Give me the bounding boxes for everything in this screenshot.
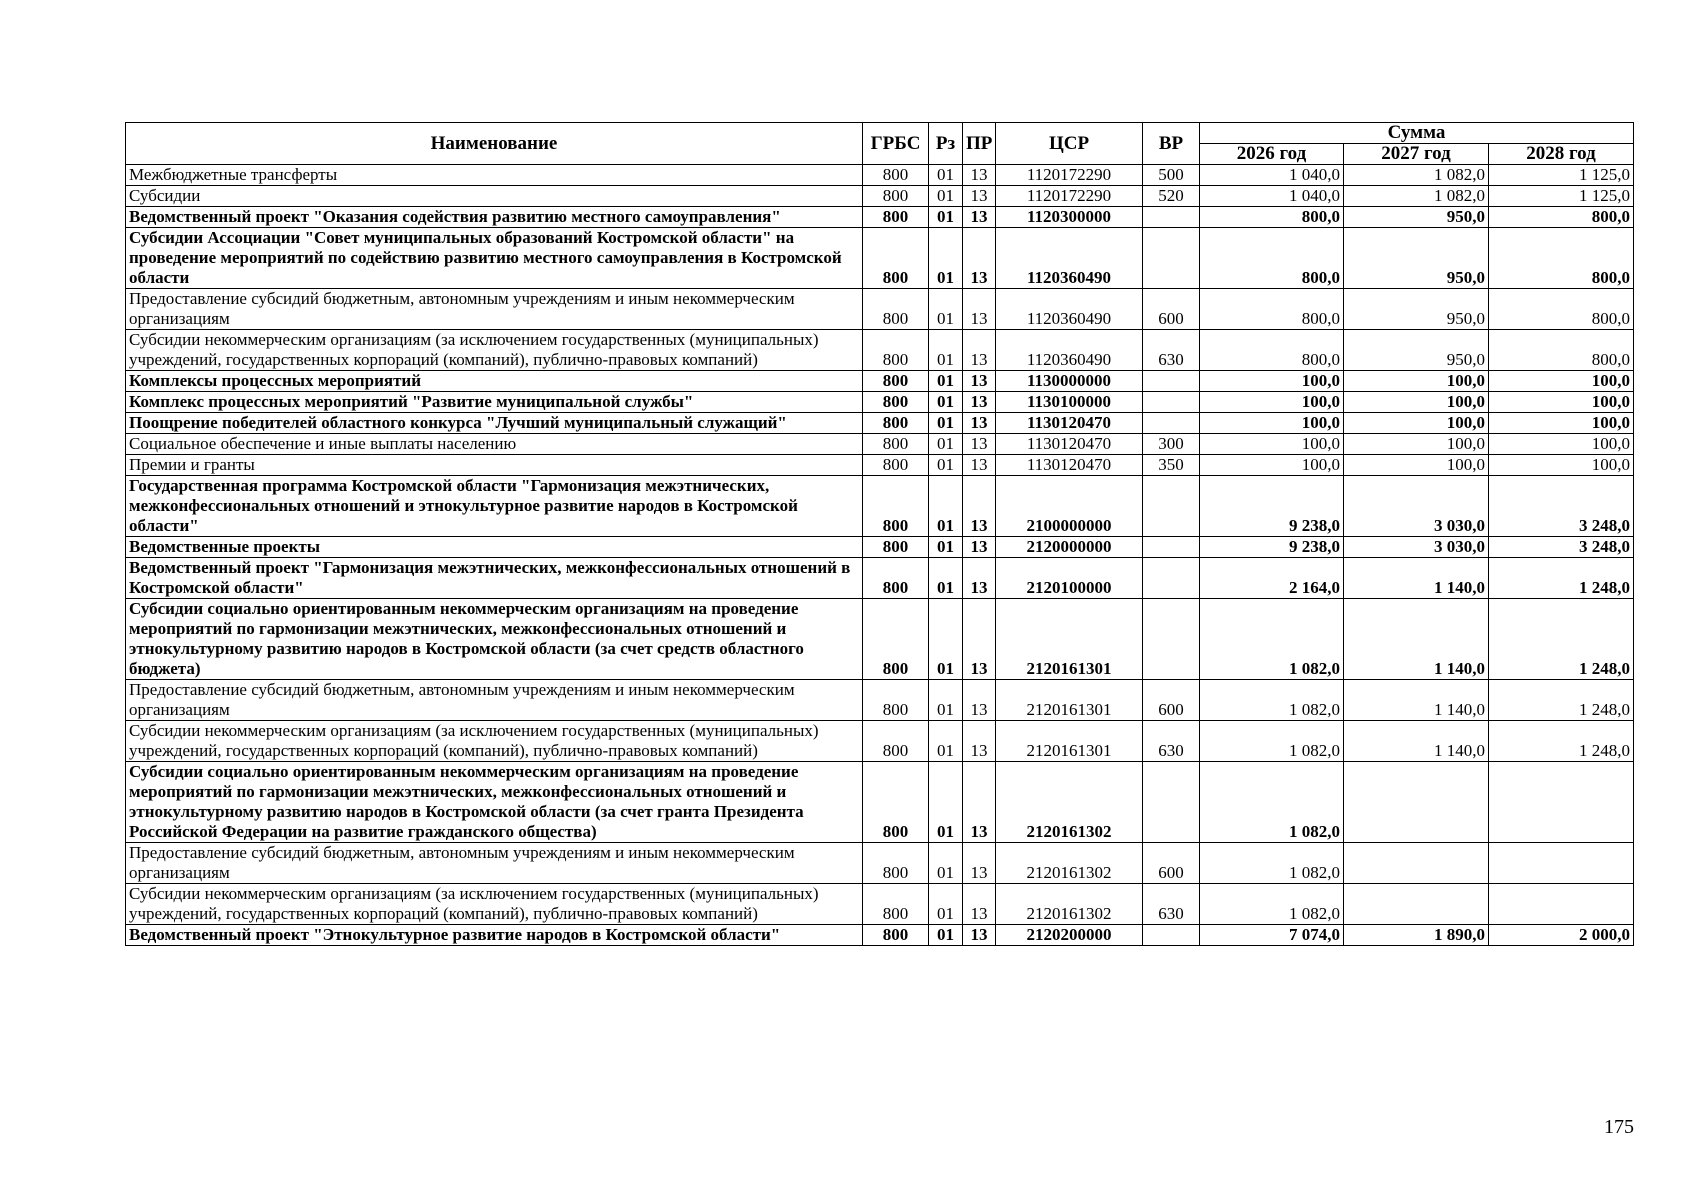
cell-rz: 01 (929, 413, 963, 434)
cell-sum-2028: 800,0 (1489, 228, 1634, 289)
cell-pr: 13 (963, 925, 996, 946)
cell-csr: 1120300000 (996, 207, 1143, 228)
cell-name: Поощрение победителей областного конкурса "Лучший муниципальный служащий" (126, 413, 863, 434)
cell-sum-2027: 1 140,0 (1344, 599, 1489, 680)
cell-sum-2026: 100,0 (1200, 455, 1344, 476)
cell-rz: 01 (929, 537, 963, 558)
cell-rz: 01 (929, 392, 963, 413)
cell-vr (1143, 228, 1200, 289)
cell-name: Субсидии социально ориентированным некоммерческим организациям на проведение мероприятий по гармонизации межэтнических, межконфессиональных отношений и этнокультурному развитию народов в Костромской области (за счет средств областного бюджета) (126, 599, 863, 680)
cell-grbs: 800 (863, 165, 929, 186)
header-pr: ПР (963, 123, 996, 165)
cell-pr: 13 (963, 165, 996, 186)
cell-name: Предоставление субсидий бюджетным, автономным учреждениям и иным некоммерческим организациям (126, 843, 863, 884)
cell-sum-2026: 800,0 (1200, 289, 1344, 330)
header-year-2026: 2026 год (1200, 144, 1344, 165)
table-row (126, 558, 1634, 599)
cell-grbs: 800 (863, 558, 929, 599)
cell-vr: 350 (1143, 455, 1200, 476)
table-row (126, 186, 1634, 207)
cell-sum-2028: 100,0 (1489, 413, 1634, 434)
cell-sum-2026: 1 082,0 (1200, 599, 1344, 680)
cell-name: Ведомственный проект "Оказания содействия развитию местного самоуправления" (126, 207, 863, 228)
cell-rz: 01 (929, 721, 963, 762)
cell-grbs: 800 (863, 680, 929, 721)
cell-vr: 630 (1143, 884, 1200, 925)
cell-pr: 13 (963, 884, 996, 925)
cell-pr: 13 (963, 330, 996, 371)
cell-grbs: 800 (863, 186, 929, 207)
cell-grbs: 800 (863, 721, 929, 762)
cell-sum-2027 (1344, 843, 1489, 884)
cell-sum-2028: 100,0 (1489, 434, 1634, 455)
cell-sum-2027: 950,0 (1344, 228, 1489, 289)
cell-pr: 13 (963, 434, 996, 455)
cell-vr: 500 (1143, 165, 1200, 186)
cell-name: Субсидии некоммерческим организациям (за исключением государственных (муниципальных) учреждений, государственных корпораций (компаний), публично-правовых компаний) (126, 884, 863, 925)
cell-name: Субсидии (126, 186, 863, 207)
cell-grbs: 800 (863, 476, 929, 537)
cell-pr: 13 (963, 476, 996, 537)
header-vr: ВР (1143, 123, 1200, 165)
table-row (126, 165, 1634, 186)
cell-csr: 2120000000 (996, 537, 1143, 558)
cell-grbs: 800 (863, 207, 929, 228)
cell-grbs: 800 (863, 455, 929, 476)
cell-sum-2028 (1489, 843, 1634, 884)
cell-name: Субсидии Ассоциации "Совет муниципальных образований Костромской области" на проведение мероприятий по содействию развитию местного самоуправления в Костромской области (126, 228, 863, 289)
cell-sum-2026: 9 238,0 (1200, 476, 1344, 537)
cell-sum-2027: 100,0 (1344, 392, 1489, 413)
cell-name: Ведомственные проекты (126, 537, 863, 558)
cell-vr (1143, 537, 1200, 558)
header-name: Наименование (126, 123, 863, 165)
cell-rz: 01 (929, 371, 963, 392)
cell-vr (1143, 599, 1200, 680)
cell-rz: 01 (929, 207, 963, 228)
table-row (126, 599, 1634, 680)
cell-csr: 2120161302 (996, 762, 1143, 843)
cell-sum-2028: 3 248,0 (1489, 476, 1634, 537)
cell-name: Социальное обеспечение и иные выплаты населению (126, 434, 863, 455)
table-row (126, 207, 1634, 228)
cell-grbs: 800 (863, 289, 929, 330)
cell-csr: 1120172290 (996, 165, 1143, 186)
cell-sum-2027: 3 030,0 (1344, 537, 1489, 558)
cell-sum-2028: 100,0 (1489, 371, 1634, 392)
cell-csr: 2120161301 (996, 599, 1143, 680)
cell-pr: 13 (963, 228, 996, 289)
cell-rz: 01 (929, 228, 963, 289)
table-row (126, 455, 1634, 476)
cell-csr: 1130100000 (996, 392, 1143, 413)
cell-rz: 01 (929, 165, 963, 186)
cell-grbs: 800 (863, 434, 929, 455)
cell-csr: 1130000000 (996, 371, 1143, 392)
cell-name: Государственная программа Костромской области "Гармонизация межэтнических, межконфессиональных отношений и этнокультурное развитие народов в Костромской области" (126, 476, 863, 537)
page-number: 175 (1604, 1116, 1634, 1138)
cell-vr (1143, 207, 1200, 228)
table-body (126, 165, 1634, 946)
cell-sum-2027: 950,0 (1344, 330, 1489, 371)
cell-sum-2026: 100,0 (1200, 392, 1344, 413)
cell-sum-2026: 100,0 (1200, 371, 1344, 392)
cell-name: Ведомственный проект "Гармонизация межэтнических, межконфессиональных отношений в Костромской области" (126, 558, 863, 599)
cell-csr: 2120161301 (996, 721, 1143, 762)
cell-csr: 1120172290 (996, 186, 1143, 207)
cell-pr: 13 (963, 599, 996, 680)
cell-rz: 01 (929, 330, 963, 371)
cell-name: Предоставление субсидий бюджетным, автономным учреждениям и иным некоммерческим организациям (126, 680, 863, 721)
cell-sum-2026: 1 040,0 (1200, 165, 1344, 186)
table-row (126, 392, 1634, 413)
cell-name: Субсидии некоммерческим организациям (за исключением государственных (муниципальных) учреждений, государственных корпораций (компаний), публично-правовых компаний) (126, 330, 863, 371)
cell-rz: 01 (929, 925, 963, 946)
cell-sum-2026: 100,0 (1200, 434, 1344, 455)
cell-csr: 1130120470 (996, 413, 1143, 434)
header-year-2028: 2028 год (1489, 144, 1634, 165)
cell-pr: 13 (963, 721, 996, 762)
header-sum: Сумма (1200, 123, 1634, 144)
cell-vr (1143, 925, 1200, 946)
cell-sum-2028 (1489, 884, 1634, 925)
cell-pr: 13 (963, 392, 996, 413)
cell-rz: 01 (929, 680, 963, 721)
cell-name: Субсидии некоммерческим организациям (за исключением государственных (муниципальных) учреждений, государственных корпораций (компаний), публично-правовых компаний) (126, 721, 863, 762)
table-row (126, 843, 1634, 884)
cell-csr: 1130120470 (996, 434, 1143, 455)
cell-pr: 13 (963, 289, 996, 330)
cell-vr (1143, 762, 1200, 843)
cell-vr: 600 (1143, 289, 1200, 330)
cell-vr (1143, 558, 1200, 599)
cell-name: Межбюджетные трансферты (126, 165, 863, 186)
cell-rz: 01 (929, 434, 963, 455)
cell-vr (1143, 476, 1200, 537)
cell-sum-2027: 1 140,0 (1344, 680, 1489, 721)
cell-sum-2027: 100,0 (1344, 434, 1489, 455)
cell-vr (1143, 413, 1200, 434)
cell-sum-2026: 1 082,0 (1200, 762, 1344, 843)
table-row (126, 680, 1634, 721)
cell-sum-2027: 1 140,0 (1344, 721, 1489, 762)
table-row (126, 925, 1634, 946)
cell-sum-2026: 7 074,0 (1200, 925, 1344, 946)
cell-name: Премии и гранты (126, 455, 863, 476)
cell-sum-2027: 950,0 (1344, 207, 1489, 228)
cell-sum-2027: 1 140,0 (1344, 558, 1489, 599)
table-row (126, 537, 1634, 558)
cell-csr: 2120161302 (996, 843, 1143, 884)
cell-csr: 2100000000 (996, 476, 1143, 537)
cell-vr: 600 (1143, 680, 1200, 721)
table-row (126, 371, 1634, 392)
cell-name: Субсидии социально ориентированным некоммерческим организациям на проведение мероприятий по гармонизации межэтнических, межконфессиональных отношений и этнокультурному развитию народов в Костромской области (за счет гранта Президента Российской Федерации на развитие гражданского общества) (126, 762, 863, 843)
cell-grbs: 800 (863, 371, 929, 392)
cell-pr: 13 (963, 371, 996, 392)
cell-sum-2026: 800,0 (1200, 330, 1344, 371)
cell-pr: 13 (963, 186, 996, 207)
cell-sum-2028: 800,0 (1489, 207, 1634, 228)
cell-name: Предоставление субсидий бюджетным, автономным учреждениям и иным некоммерческим организациям (126, 289, 863, 330)
table-row (126, 884, 1634, 925)
header-rz: Рз (929, 123, 963, 165)
cell-grbs: 800 (863, 537, 929, 558)
header-year-2027: 2027 год (1344, 144, 1489, 165)
cell-sum-2027: 3 030,0 (1344, 476, 1489, 537)
cell-sum-2028: 2 000,0 (1489, 925, 1634, 946)
cell-sum-2028 (1489, 762, 1634, 843)
cell-pr: 13 (963, 455, 996, 476)
cell-csr: 1130120470 (996, 455, 1143, 476)
cell-grbs: 800 (863, 330, 929, 371)
cell-grbs: 800 (863, 762, 929, 843)
cell-rz: 01 (929, 455, 963, 476)
cell-sum-2028: 800,0 (1489, 289, 1634, 330)
cell-csr: 1120360490 (996, 330, 1143, 371)
table-row (126, 413, 1634, 434)
budget-table-container (125, 122, 1633, 946)
cell-sum-2026: 1 082,0 (1200, 884, 1344, 925)
table-row (126, 289, 1634, 330)
cell-grbs: 800 (863, 228, 929, 289)
cell-sum-2026: 100,0 (1200, 413, 1344, 434)
cell-sum-2026: 800,0 (1200, 207, 1344, 228)
cell-grbs: 800 (863, 599, 929, 680)
table-row (126, 228, 1634, 289)
table-row (126, 721, 1634, 762)
cell-grbs: 800 (863, 884, 929, 925)
cell-sum-2027 (1344, 884, 1489, 925)
cell-pr: 13 (963, 843, 996, 884)
cell-vr: 520 (1143, 186, 1200, 207)
cell-pr: 13 (963, 207, 996, 228)
cell-name: Комплексы процессных мероприятий (126, 371, 863, 392)
cell-rz: 01 (929, 476, 963, 537)
cell-grbs: 800 (863, 843, 929, 884)
cell-grbs: 800 (863, 413, 929, 434)
cell-sum-2026: 2 164,0 (1200, 558, 1344, 599)
cell-vr: 600 (1143, 843, 1200, 884)
cell-sum-2028: 1 248,0 (1489, 599, 1634, 680)
cell-sum-2026: 1 040,0 (1200, 186, 1344, 207)
cell-sum-2028: 1 248,0 (1489, 680, 1634, 721)
cell-sum-2027: 100,0 (1344, 455, 1489, 476)
cell-name: Комплекс процессных мероприятий "Развитие муниципальной службы" (126, 392, 863, 413)
table-row (126, 476, 1634, 537)
header-grbs: ГРБС (863, 123, 929, 165)
cell-sum-2028: 1 125,0 (1489, 186, 1634, 207)
cell-sum-2027: 1 082,0 (1344, 186, 1489, 207)
cell-csr: 1120360490 (996, 228, 1143, 289)
cell-sum-2027: 950,0 (1344, 289, 1489, 330)
cell-sum-2026: 1 082,0 (1200, 721, 1344, 762)
cell-sum-2028: 800,0 (1489, 330, 1634, 371)
cell-sum-2027: 1 890,0 (1344, 925, 1489, 946)
cell-grbs: 800 (863, 925, 929, 946)
cell-pr: 13 (963, 413, 996, 434)
cell-rz: 01 (929, 884, 963, 925)
table-row (126, 762, 1634, 843)
cell-sum-2028: 100,0 (1489, 392, 1634, 413)
cell-pr: 13 (963, 680, 996, 721)
cell-vr (1143, 392, 1200, 413)
cell-sum-2027: 100,0 (1344, 413, 1489, 434)
cell-sum-2027: 100,0 (1344, 371, 1489, 392)
cell-sum-2027: 1 082,0 (1344, 165, 1489, 186)
cell-rz: 01 (929, 186, 963, 207)
table-row (126, 434, 1634, 455)
cell-rz: 01 (929, 558, 963, 599)
cell-sum-2028: 3 248,0 (1489, 537, 1634, 558)
cell-pr: 13 (963, 762, 996, 843)
cell-grbs: 800 (863, 392, 929, 413)
table-header-row (126, 123, 1634, 144)
cell-pr: 13 (963, 558, 996, 599)
cell-csr: 2120161301 (996, 680, 1143, 721)
cell-sum-2026: 1 082,0 (1200, 843, 1344, 884)
cell-rz: 01 (929, 843, 963, 884)
cell-sum-2028: 1 248,0 (1489, 558, 1634, 599)
cell-vr: 300 (1143, 434, 1200, 455)
cell-vr (1143, 371, 1200, 392)
cell-sum-2028: 100,0 (1489, 455, 1634, 476)
cell-csr: 1120360490 (996, 289, 1143, 330)
cell-vr: 630 (1143, 721, 1200, 762)
cell-csr: 2120161302 (996, 884, 1143, 925)
cell-sum-2028: 1 125,0 (1489, 165, 1634, 186)
cell-sum-2028: 1 248,0 (1489, 721, 1634, 762)
cell-vr: 630 (1143, 330, 1200, 371)
cell-rz: 01 (929, 289, 963, 330)
cell-sum-2026: 9 238,0 (1200, 537, 1344, 558)
header-csr: ЦСР (996, 123, 1143, 165)
cell-rz: 01 (929, 599, 963, 680)
cell-sum-2026: 1 082,0 (1200, 680, 1344, 721)
cell-name: Ведомственный проект "Этнокультурное развитие народов в Костромской области" (126, 925, 863, 946)
cell-rz: 01 (929, 762, 963, 843)
table-row (126, 330, 1634, 371)
cell-sum-2027 (1344, 762, 1489, 843)
cell-pr: 13 (963, 537, 996, 558)
cell-csr: 2120100000 (996, 558, 1143, 599)
cell-csr: 2120200000 (996, 925, 1143, 946)
cell-sum-2026: 800,0 (1200, 228, 1344, 289)
budget-table (125, 122, 1634, 946)
